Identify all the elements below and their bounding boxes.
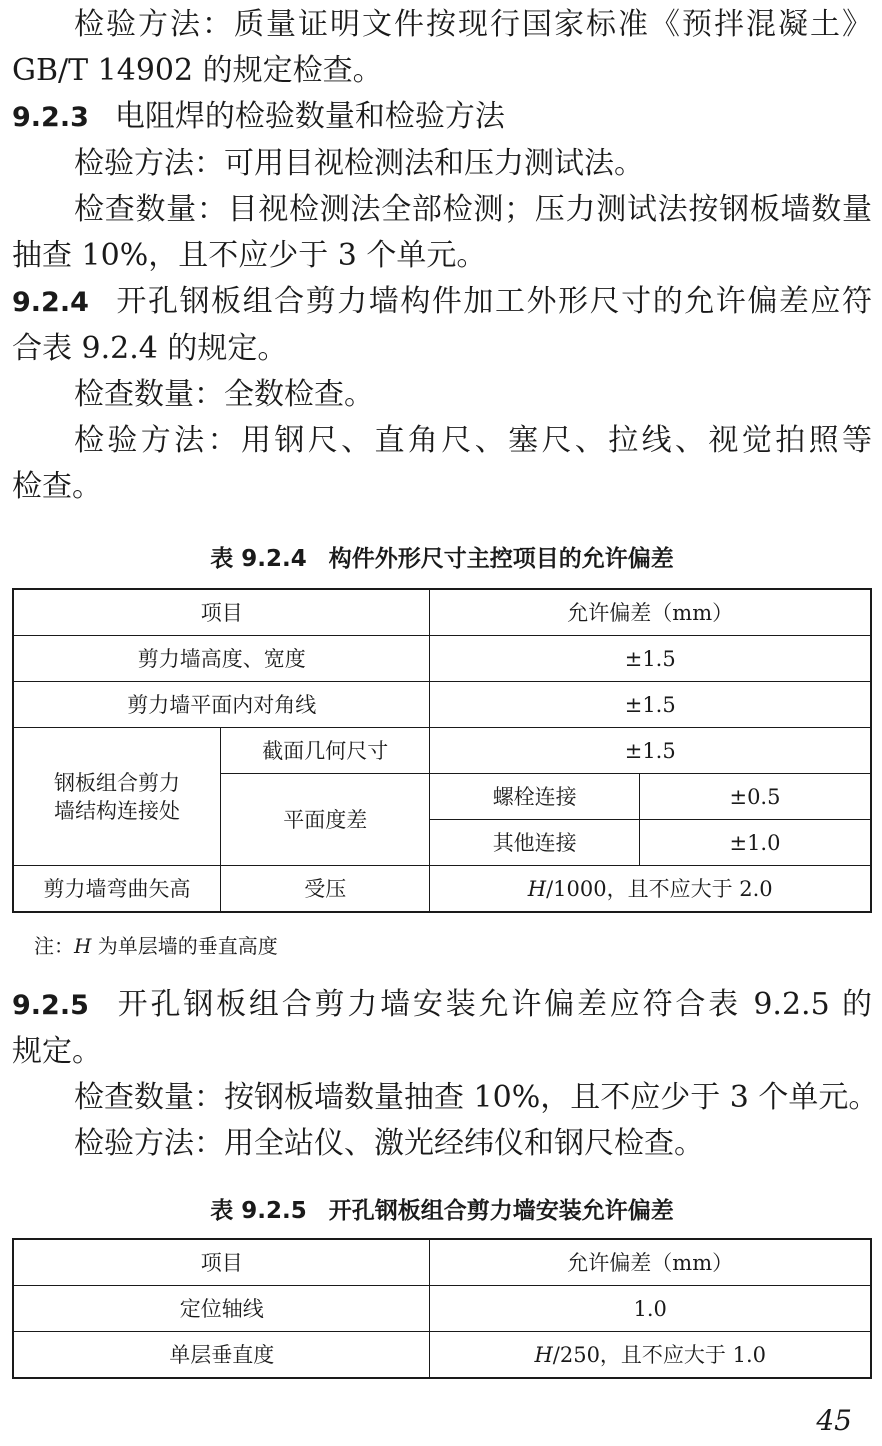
section-heading-9-2-3 xyxy=(12,94,872,141)
paragraph-line: 检查数量：全数检查。 xyxy=(74,377,374,412)
table-header-row xyxy=(13,1239,871,1286)
table-cell: ±0.5 xyxy=(639,774,871,820)
caption-title: 开孔钢板组合剪力墙安装允许偏差 xyxy=(328,1198,674,1224)
table-cell: 平面度差 xyxy=(220,774,429,866)
table-cell: 螺栓连接 xyxy=(430,774,640,820)
table-cell: ±1.5 xyxy=(430,728,871,774)
paragraph-line: 检查数量：按钢板墙数量抽查 10%，且不应少于 3 个单元。 xyxy=(74,1080,879,1115)
section-text: 开孔钢板组合剪力墙构件加工外形尺寸的允许偏差应符 xyxy=(114,284,872,319)
table-note xyxy=(34,930,278,959)
tolerance-table-9-2-4 xyxy=(12,588,872,913)
table-cell: 剪力墙弯曲矢高 xyxy=(13,866,220,913)
cell-text: /1000，且不应大于 2.0 xyxy=(546,876,773,901)
section-number: 9.2.3 xyxy=(12,102,89,133)
header-cell: 允许偏差（mm） xyxy=(430,1239,871,1286)
cell-line: 钢板组合剪力 xyxy=(53,770,180,795)
table-cell: 其他连接 xyxy=(430,820,640,866)
table-row xyxy=(13,682,871,728)
paragraph-line: GB/T 14902 的规定检查。 xyxy=(12,53,383,88)
text-block-9-2-5 xyxy=(12,982,879,1167)
cell-line: 墙结构连接处 xyxy=(53,798,180,823)
table-cell: 1.0 xyxy=(430,1286,871,1332)
header-cell: 项目 xyxy=(13,589,430,636)
header-cell: 项目 xyxy=(13,1239,430,1286)
table-cell: ±1.0 xyxy=(639,820,871,866)
table-cell-group xyxy=(13,728,220,866)
note-prefix: 注： xyxy=(34,934,74,958)
paragraph-line: 检验方法：用全站仪、激光经纬仪和钢尺检查。 xyxy=(74,1126,704,1161)
caption-number: 表 9.2.5 xyxy=(210,1198,307,1224)
variable-h: H xyxy=(74,934,92,958)
section-heading-9-2-5 xyxy=(12,982,872,1029)
table-caption-9-2-5 xyxy=(12,1192,872,1225)
page-number: 45 xyxy=(816,1404,852,1437)
table-cell: 单层垂直度 xyxy=(13,1332,430,1379)
paragraph-line: 规定。 xyxy=(12,1034,102,1069)
variable-h: H xyxy=(527,876,547,901)
table-header-row xyxy=(13,589,871,636)
caption-title: 构件外形尺寸主控项目的允许偏差 xyxy=(328,546,674,572)
header-cell: 允许偏差（mm） xyxy=(430,589,871,636)
table-row xyxy=(13,1332,871,1379)
table-cell xyxy=(430,1332,871,1379)
section-title: 电阻焊的检验数量和检验方法 xyxy=(114,99,505,134)
paragraph-line: 抽查 10%，且不应少于 3 个单元。 xyxy=(12,238,487,273)
tolerance-table-9-2-5 xyxy=(12,1238,872,1379)
paragraph-line: 检验方法：用钢尺、直角尺、塞尺、拉线、视觉拍照等 xyxy=(74,423,872,458)
table-row xyxy=(13,728,871,774)
section-number: 9.2.4 xyxy=(12,287,89,318)
paragraph-line: 检验方法：质量证明文件按现行国家标准《预拌混凝土》 xyxy=(74,7,872,42)
section-text: 开孔钢板组合剪力墙安装允许偏差应符合表 9.2.5 的 xyxy=(114,987,872,1022)
caption-number: 表 9.2.4 xyxy=(210,546,307,572)
table-cell: 受压 xyxy=(220,866,429,913)
table-row xyxy=(13,636,871,682)
table-row xyxy=(13,866,871,913)
paragraph-line: 合表 9.2.4 的规定。 xyxy=(12,331,288,366)
table-cell: 截面几何尺寸 xyxy=(220,728,429,774)
cell-text: /250，且不应大于 1.0 xyxy=(552,1342,766,1367)
table-cell: ±1.5 xyxy=(430,682,871,728)
variable-h: H xyxy=(534,1342,553,1367)
table-cell: 定位轴线 xyxy=(13,1286,430,1332)
table-row xyxy=(13,1286,871,1332)
table-cell: 剪力墙高度、宽度 xyxy=(13,636,430,682)
table-cell xyxy=(430,866,871,913)
table-cell: ±1.5 xyxy=(430,636,871,682)
table-cell: 剪力墙平面内对角线 xyxy=(13,682,430,728)
text-block-top xyxy=(12,2,872,510)
section-number: 9.2.5 xyxy=(12,990,89,1021)
paragraph-line: 检验方法：可用目视检测法和压力测试法。 xyxy=(74,146,644,181)
section-heading-9-2-4 xyxy=(12,279,872,326)
note-text: 为单层墙的垂直高度 xyxy=(91,934,278,958)
paragraph-line: 检查数量：目视检测法全部检测；压力测试法按钢板墙数量 xyxy=(74,192,872,227)
table-caption-9-2-4 xyxy=(12,540,872,573)
paragraph-line: 检查。 xyxy=(12,469,102,504)
